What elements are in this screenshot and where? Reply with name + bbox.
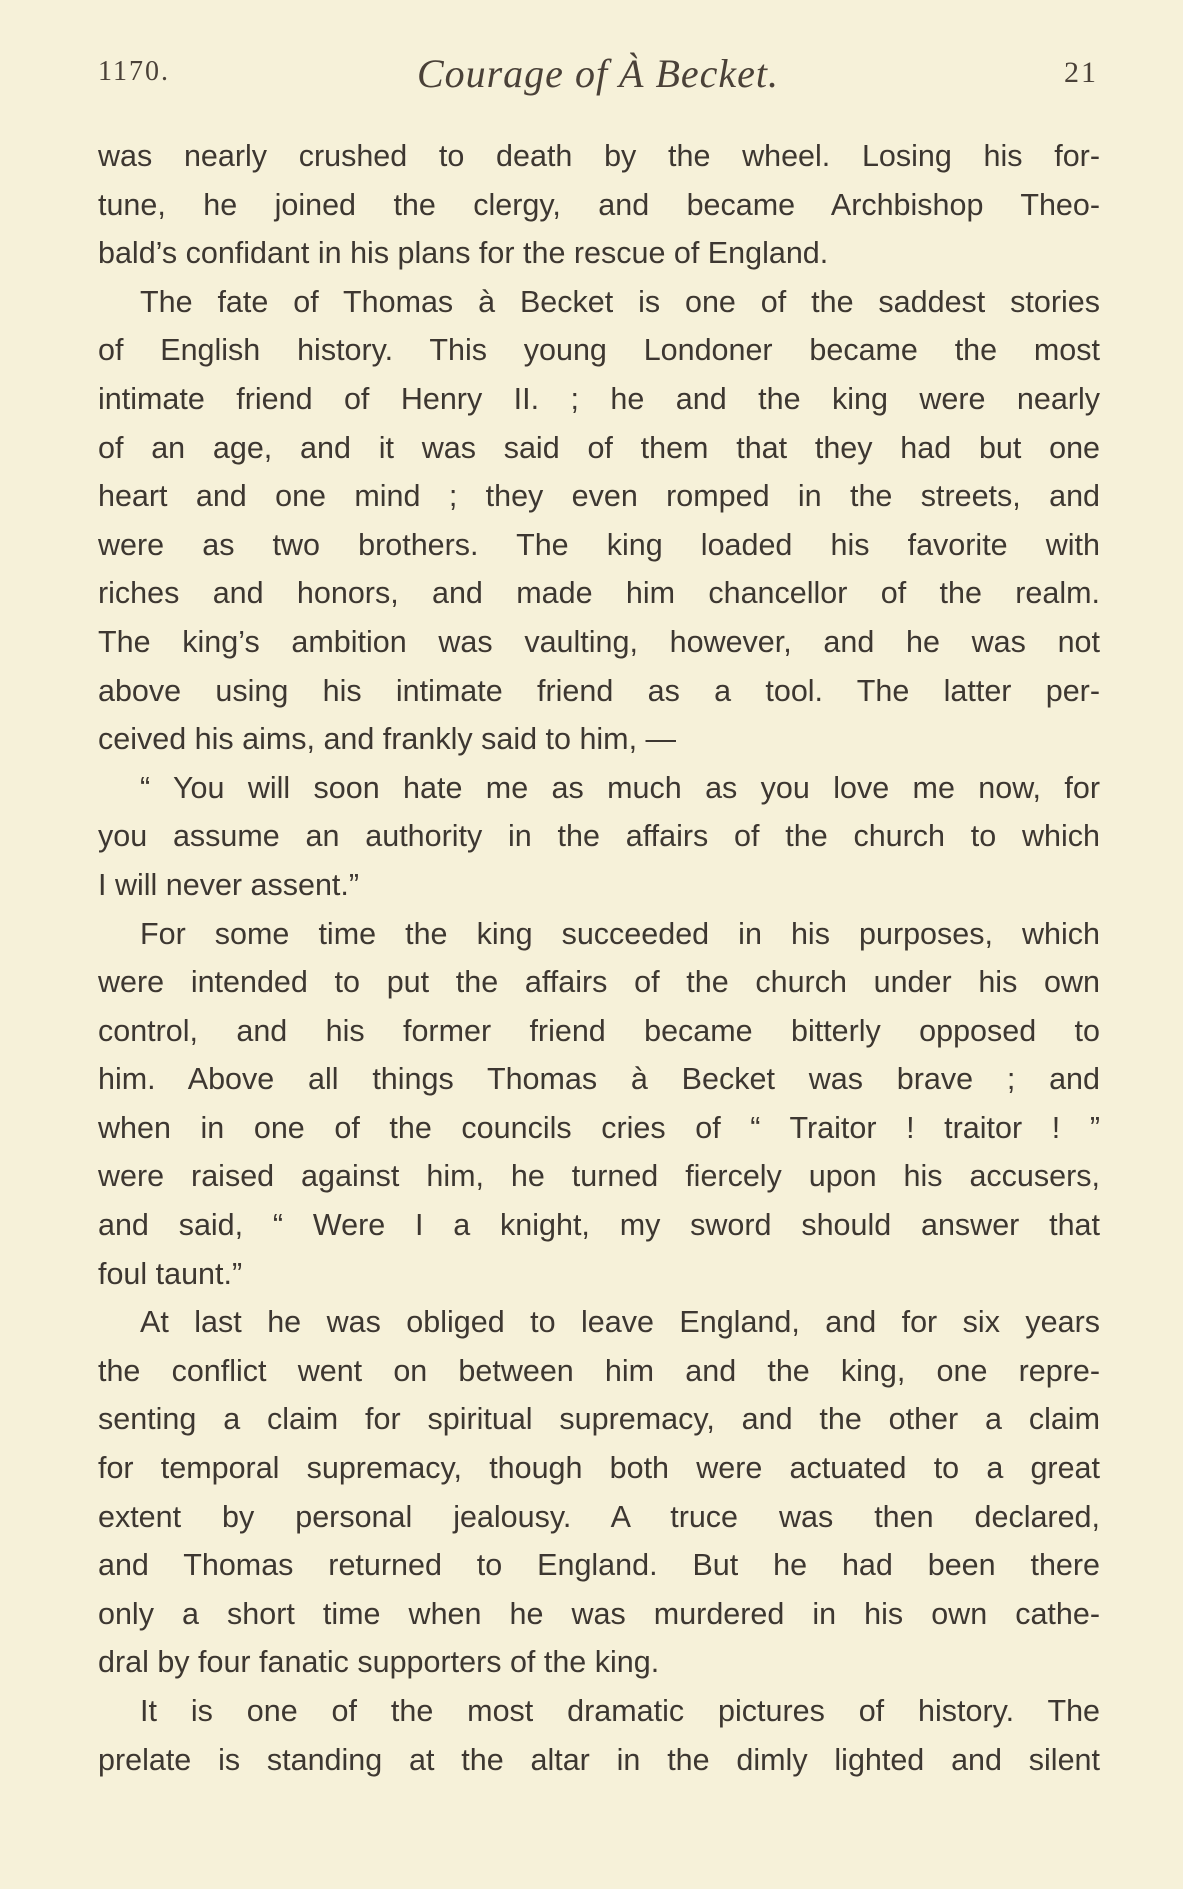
paragraph-2 [98, 278, 1100, 764]
text-line: bald’s confidant in his plans for the rescue of England. [98, 236, 829, 271]
text-line: him. Above all things Thomas à Becket was brave ; and [98, 1062, 1100, 1097]
text-line: riches and honors, and made him chancellor of the realm. [98, 576, 1100, 611]
text-line: only a short time when he was murdered in his own cathe- [98, 1596, 1100, 1631]
text-line: when in one of the councils cries of “ Traitor ! traitor ! ” [98, 1110, 1100, 1145]
body-text [98, 132, 1100, 1784]
text-line: At last he was obliged to leave England, and for six years [140, 1305, 1100, 1340]
text-line: for temporal supremacy, though both were actuated to a great [98, 1451, 1100, 1486]
text-line: were intended to put the affairs of the church under his own [98, 965, 1100, 1000]
text-line: foul taunt.” [98, 1256, 243, 1291]
text-line: tune, he joined the clergy, and became Archbishop Theo- [98, 187, 1100, 222]
header-year: 1170. [98, 56, 170, 87]
text-line: The king’s ambition was vaulting, however, and he was not [98, 624, 1100, 659]
paragraph-1 [98, 132, 1100, 278]
text-line: dral by four fanatic supporters of the king. [98, 1645, 660, 1680]
text-line: It is one of the most dramatic pictures of history. The [140, 1694, 1100, 1728]
text-line: heart and one mind ; they even romped in the streets, and [98, 479, 1100, 514]
text-line: intimate friend of Henry II. ; he and the king were nearly [98, 381, 1100, 416]
text-line: senting a claim for spiritual supremacy, and the other a claim [98, 1402, 1100, 1437]
text-line: of English history. This young Londoner became the most [98, 333, 1100, 368]
paragraph-3 [98, 764, 1100, 910]
paragraph-4 [98, 910, 1100, 1299]
text-line: For some time the king succeeded in his purposes, which [140, 916, 1100, 951]
text-line: were as two brothers. The king loaded his favorite with [98, 527, 1100, 562]
text-line: prelate is standing at the altar in the dimly lighted and silent [98, 1742, 1100, 1777]
text-line: The fate of Thomas à Becket is one of the saddest stories [140, 284, 1100, 319]
paragraph-6 [98, 1687, 1100, 1784]
text-line: ceived his aims, and frankly said to him, — [98, 722, 677, 757]
paragraph-5 [98, 1298, 1100, 1687]
text-line: you assume an authority in the affairs of the church to which [98, 819, 1100, 854]
text-line: extent by personal jealousy. A truce was then declared, [98, 1499, 1100, 1534]
text-line: and said, “ Were I a knight, my sword should answer that [98, 1208, 1100, 1243]
text-line: of an age, and it was said of them that they had but one [98, 430, 1100, 465]
text-line: were raised against him, he turned fiercely upon his accusers, [98, 1159, 1100, 1194]
text-line: was nearly crushed to death by the wheel. Losing his for- [98, 139, 1100, 173]
text-line: and Thomas returned to England. But he had been there [98, 1548, 1100, 1583]
text-line: above using his intimate friend as a tool. The latter per- [98, 673, 1100, 708]
running-head [98, 50, 1098, 100]
text-line: the conflict went on between him and the king, one repre- [98, 1353, 1100, 1388]
text-line: control, and his former friend became bitterly opposed to [98, 1013, 1100, 1048]
text-line: “ You will soon hate me as much as you love me now, for [140, 770, 1100, 805]
header-title: Courage of À Becket. [416, 51, 780, 96]
text-line: I will never assent.” [98, 867, 360, 902]
page-number: 21 [1064, 56, 1098, 89]
